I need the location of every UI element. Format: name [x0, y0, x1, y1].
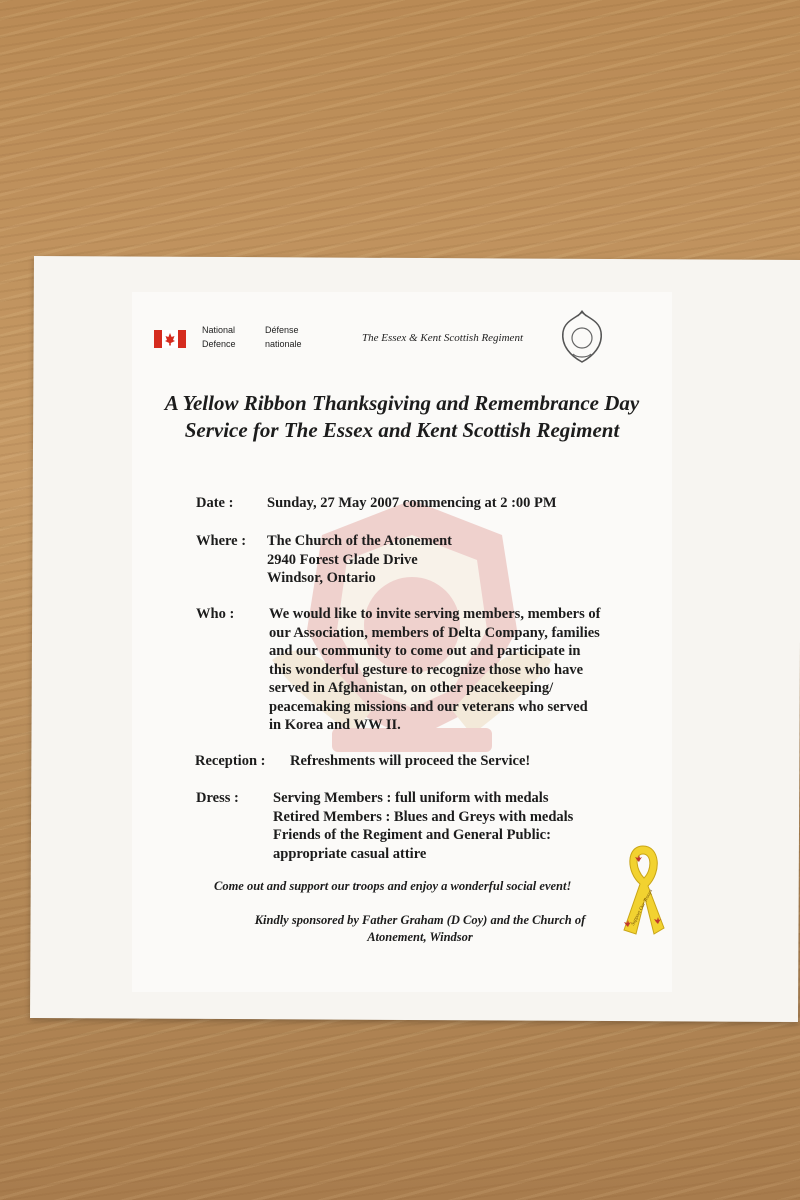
sponsor-line: Kindly sponsored by Father Graham (D Coy) and the Church of Atonement, Windsor — [254, 913, 586, 944]
date-value: Sunday, 27 May 2007 commencing at 2 :00 PM — [267, 495, 557, 511]
yellow-ribbon-icon — [618, 838, 668, 938]
ribbon-text: Support Our Troops — [630, 888, 655, 927]
canada-flag-icon — [154, 330, 186, 348]
flyer-title: A Yellow Ribbon Thanksgiving and Remembrance Day Service for The Essex and Kent Scottish Regiment — [164, 391, 640, 442]
regiment-header-name: The Essex & Kent Scottish Regiment — [362, 332, 523, 344]
dress-value: Serving Members : full uniform with medals Retired Members : Blues and Greys with medals Friends of the Regiment and General Public: appropriate casual attire — [273, 790, 574, 862]
defense-nationale-label: Défense nationale — [265, 325, 302, 349]
where-value: The Church of the Atonement 2940 Forest Glade Drive Windsor, Ontario — [267, 533, 453, 586]
national-defence-label: National Defence — [202, 325, 236, 349]
closing-line: Come out and support our troops and enjoy a wonderful social event! — [214, 879, 572, 893]
dress-label: Dress : — [196, 790, 239, 806]
who-label: Who : — [196, 606, 235, 622]
reception-value: Refreshments will proceed the Service! — [290, 753, 531, 769]
where-label: Where : — [196, 533, 247, 549]
reception-label: Reception : — [195, 753, 266, 769]
flyer — [132, 292, 672, 992]
regiment-crest-icon — [559, 310, 605, 366]
who-value: We would like to invite serving members, members of our Association, members of Delta Company, families and our community to come out and participate in this wonderful gesture to recognize those who have served in Afghanistan, on other peacekeeping/ peacemaking missions and our veterans who served in Korea and WW II. — [269, 606, 601, 733]
date-label: Date : — [196, 495, 234, 511]
